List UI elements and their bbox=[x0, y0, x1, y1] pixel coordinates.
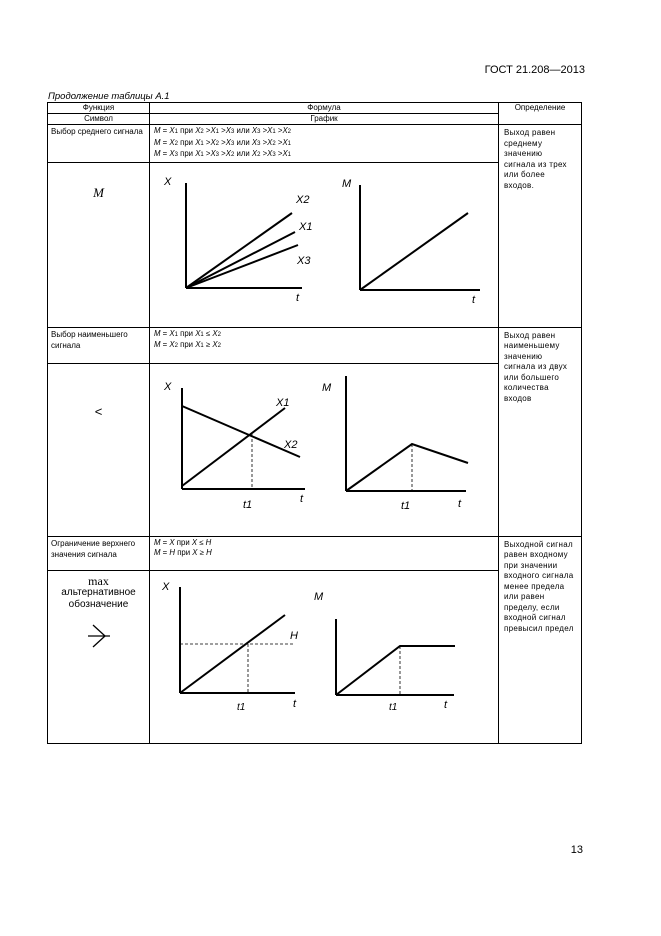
row1-label-x3: X3 bbox=[297, 254, 311, 267]
header-formula: Формула bbox=[150, 103, 499, 114]
row1-left-graph bbox=[163, 176, 312, 304]
row1-label-x2: X2 bbox=[296, 193, 310, 206]
row3-definition: Выходной сигнал равен входному при значении входного сигнала менее предела или равен пределу, если входной сигнал превысил предел bbox=[499, 536, 582, 743]
row1-formulas bbox=[150, 125, 499, 163]
row1-graph-cell bbox=[150, 162, 499, 327]
row2-right-tick-t1: t1 bbox=[401, 499, 411, 512]
row3-left-x-label: t bbox=[293, 697, 297, 710]
row3-formula-2: M = H при X ≥ H bbox=[154, 548, 212, 557]
document-code: ГОСТ 21.208—2013 bbox=[484, 64, 585, 76]
header-function: Функция bbox=[48, 103, 150, 114]
header-graph: График bbox=[150, 114, 499, 125]
row2-formula-2: M = X2 при X1 ≥ X2 bbox=[154, 340, 221, 349]
row2-symbol-cell bbox=[48, 363, 150, 536]
row1-symbol-cell bbox=[48, 162, 150, 327]
row3-right-y-label: M bbox=[314, 590, 324, 603]
row3-graphs bbox=[150, 571, 499, 741]
row3-graph-cell bbox=[150, 570, 499, 743]
row2-label-x2: X2 bbox=[284, 438, 298, 451]
row1-right-y-label: M bbox=[342, 177, 352, 190]
row3-right-graph bbox=[314, 591, 455, 713]
row2-graph-cell bbox=[150, 363, 499, 536]
row1-formula-3: M = X3 при X1 >X3 >X2 или X2 >X3 >X1 bbox=[154, 149, 291, 158]
row3-function: Ограничение верхнего значения сигнала bbox=[48, 536, 150, 570]
row1-symbol: M bbox=[93, 184, 104, 200]
row1-left-x-label: t bbox=[296, 291, 300, 304]
table-caption: Продолжение таблицы А.1 bbox=[48, 91, 170, 102]
row2-formulas bbox=[150, 327, 499, 363]
row3-left-y-label: X bbox=[162, 580, 170, 593]
row2-label-x1: X1 bbox=[276, 396, 290, 409]
header-symbol: Символ bbox=[48, 114, 150, 125]
row3-left-graph bbox=[161, 581, 298, 713]
row3-right-tick-t1: t1 bbox=[389, 701, 398, 713]
row1-left-y-label: X bbox=[164, 175, 172, 188]
row3-left-tick-t1: t1 bbox=[237, 701, 246, 713]
row3-right-x-label: t bbox=[444, 698, 448, 711]
row1-right-x-label: t bbox=[472, 293, 476, 306]
row3-alt-label: альтернативное обозначение bbox=[61, 586, 136, 610]
row1-graphs bbox=[150, 163, 499, 325]
row1-function: Выбор среднего сигнала bbox=[48, 125, 150, 163]
row2-right-y-label: M bbox=[322, 381, 332, 394]
row1-right-graph bbox=[342, 178, 480, 306]
row3-limit-symbol-icon bbox=[79, 619, 119, 653]
row1-label-x1: X1 bbox=[299, 220, 313, 233]
row3-symbol-max: max bbox=[88, 573, 109, 588]
row2-left-graph bbox=[163, 381, 305, 511]
row2-symbol: < bbox=[94, 403, 103, 419]
row2-function: Выбор наименьшего сигнала bbox=[48, 327, 150, 363]
page-number: 13 bbox=[570, 844, 583, 856]
row3-formulas bbox=[150, 536, 499, 570]
row1-definition: Выход равен среднему значению сигнала из трех или более входов. bbox=[499, 125, 582, 328]
row3-formula-1: M = X при X ≤ H bbox=[154, 537, 212, 547]
row2-left-tick-t1: t1 bbox=[243, 498, 253, 511]
header-definition: Определение bbox=[499, 103, 582, 125]
row2-right-graph bbox=[322, 376, 468, 512]
row3-symbol-cell bbox=[48, 570, 150, 743]
row2-left-x-label: t bbox=[300, 492, 304, 505]
row1-formula-1: M = X1 при X2 >X1 >X3 или X3 >X1 >X2 bbox=[154, 126, 291, 135]
row2-left-y-label: X bbox=[164, 380, 172, 393]
signal-functions-table bbox=[47, 102, 582, 744]
row2-graphs bbox=[150, 364, 499, 534]
row2-formula-1: M = X1 при X1 ≤ X2 bbox=[154, 328, 221, 338]
row2-right-x-label: t bbox=[458, 497, 462, 510]
row2-definition: Выход равен наименьшему значению сигнала из двух или большего количества входов bbox=[499, 327, 582, 536]
row1-formula-2: M = X2 при X1 >X2 >X3 или X3 >X2 >X1 bbox=[154, 137, 291, 147]
row3-label-h: H bbox=[290, 629, 298, 642]
